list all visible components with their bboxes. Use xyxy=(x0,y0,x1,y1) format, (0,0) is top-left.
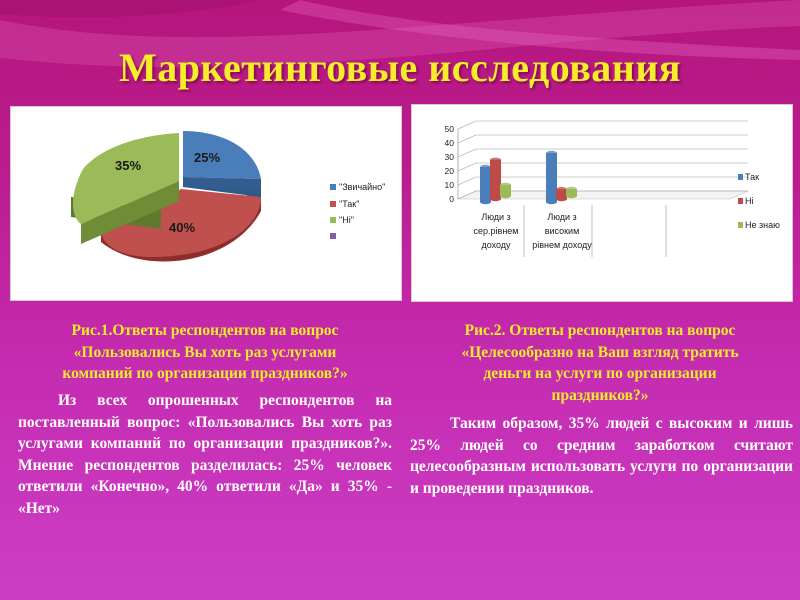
bar-cap xyxy=(556,187,567,191)
legend-swatch xyxy=(738,222,743,228)
bar-cap xyxy=(566,187,577,191)
bar-base xyxy=(490,197,501,201)
bar-base xyxy=(480,200,491,204)
legend-swatch-tak xyxy=(330,201,336,207)
legend-swatch xyxy=(738,198,743,204)
x-category-label: Люди з xyxy=(547,212,577,222)
legend-swatch xyxy=(738,174,743,180)
x-category-label: рівнем доходу xyxy=(532,240,592,250)
legend-label: Не знаю xyxy=(745,220,780,230)
y-tick-label: 30 xyxy=(444,152,454,162)
gridline xyxy=(458,121,476,129)
gridline xyxy=(458,149,476,157)
legend-label: Так xyxy=(745,172,760,182)
legend-swatch-zvychaino xyxy=(330,184,336,190)
legend-label-zvychaino: "Звичайно" xyxy=(339,182,386,192)
gridline xyxy=(458,177,476,185)
bar-cap xyxy=(480,165,491,169)
bar-cap xyxy=(546,151,557,155)
bar-cap xyxy=(500,183,511,187)
x-category-label: сер.рівнем xyxy=(473,226,519,236)
bar xyxy=(546,153,557,202)
pie-chart xyxy=(11,107,401,300)
bar-cap xyxy=(490,158,501,162)
bar-chart-panel xyxy=(411,104,793,302)
x-category-label: високим xyxy=(544,226,580,236)
legend-label: Ні xyxy=(745,196,754,206)
figure2-description-paragraph: Таким образом, 35% людей с высоким и лишь 25% людей со средним заработком считают целесообразным использовать услуги по организации и проведении праздников. xyxy=(410,415,793,497)
y-tick-label: 20 xyxy=(444,166,454,176)
legend-swatch-empty xyxy=(330,233,336,239)
figure2-caption-line: праздников?» xyxy=(551,386,649,404)
figure2-caption-line: «Целесообразно на Ваш взгляд тратить xyxy=(461,343,739,361)
legend-label-ni: "Ні" xyxy=(339,215,354,225)
slide-title: Маркетинговые исследования xyxy=(118,45,682,90)
y-tick-label: 0 xyxy=(449,194,454,204)
y-tick-label: 10 xyxy=(444,180,454,190)
legend-label-tak: "Так" xyxy=(339,199,360,209)
figure1-caption xyxy=(18,320,392,385)
figure2-caption-line: Рис.2. Ответы респондентов на вопрос xyxy=(464,322,736,339)
figure1-caption-line: компаний по организации праздников?» xyxy=(62,365,348,382)
bar-base xyxy=(556,197,567,201)
figure1-description-paragraph: Из всех опрошенных респондентов на поставленный вопрос: «Пользовались Вы хоть раз услугами компаний по организации праздников?». Мнение респондентов разделилась: 25% человек ответили «Конечно», 40% ответили «Да» и 35% - «Нет» xyxy=(18,392,392,517)
x-category-label: Люди з xyxy=(481,212,511,222)
pie-label-ni: 35% xyxy=(115,158,142,173)
figure2-caption-line: деньги на услуги по организации xyxy=(483,365,717,382)
bar-chart xyxy=(412,105,792,301)
pie-label-so: 40% xyxy=(169,220,196,235)
bar-base xyxy=(566,194,577,198)
y-tick-label: 40 xyxy=(444,138,454,148)
figure2-description xyxy=(410,413,793,499)
figure2-caption xyxy=(410,320,790,406)
bar xyxy=(480,167,491,202)
legend-swatch-ni xyxy=(330,217,336,223)
bar-base xyxy=(500,194,511,198)
gridline xyxy=(458,135,476,143)
figure1-caption-line: «Пользовались Вы хоть раз услугами xyxy=(73,343,337,361)
figure1-description xyxy=(18,390,392,519)
bar-base xyxy=(546,200,557,204)
figure1-caption-line: Рис.1.Ответы респондентов на вопрос xyxy=(71,322,339,339)
x-category-label: доходу xyxy=(481,240,511,250)
gridline xyxy=(458,163,476,171)
y-tick-label: 50 xyxy=(444,124,454,134)
pie-label-zvychaino: 25% xyxy=(194,150,221,165)
pie-legend xyxy=(330,182,385,239)
pie-chart-panel xyxy=(10,106,402,301)
bar xyxy=(490,160,501,199)
